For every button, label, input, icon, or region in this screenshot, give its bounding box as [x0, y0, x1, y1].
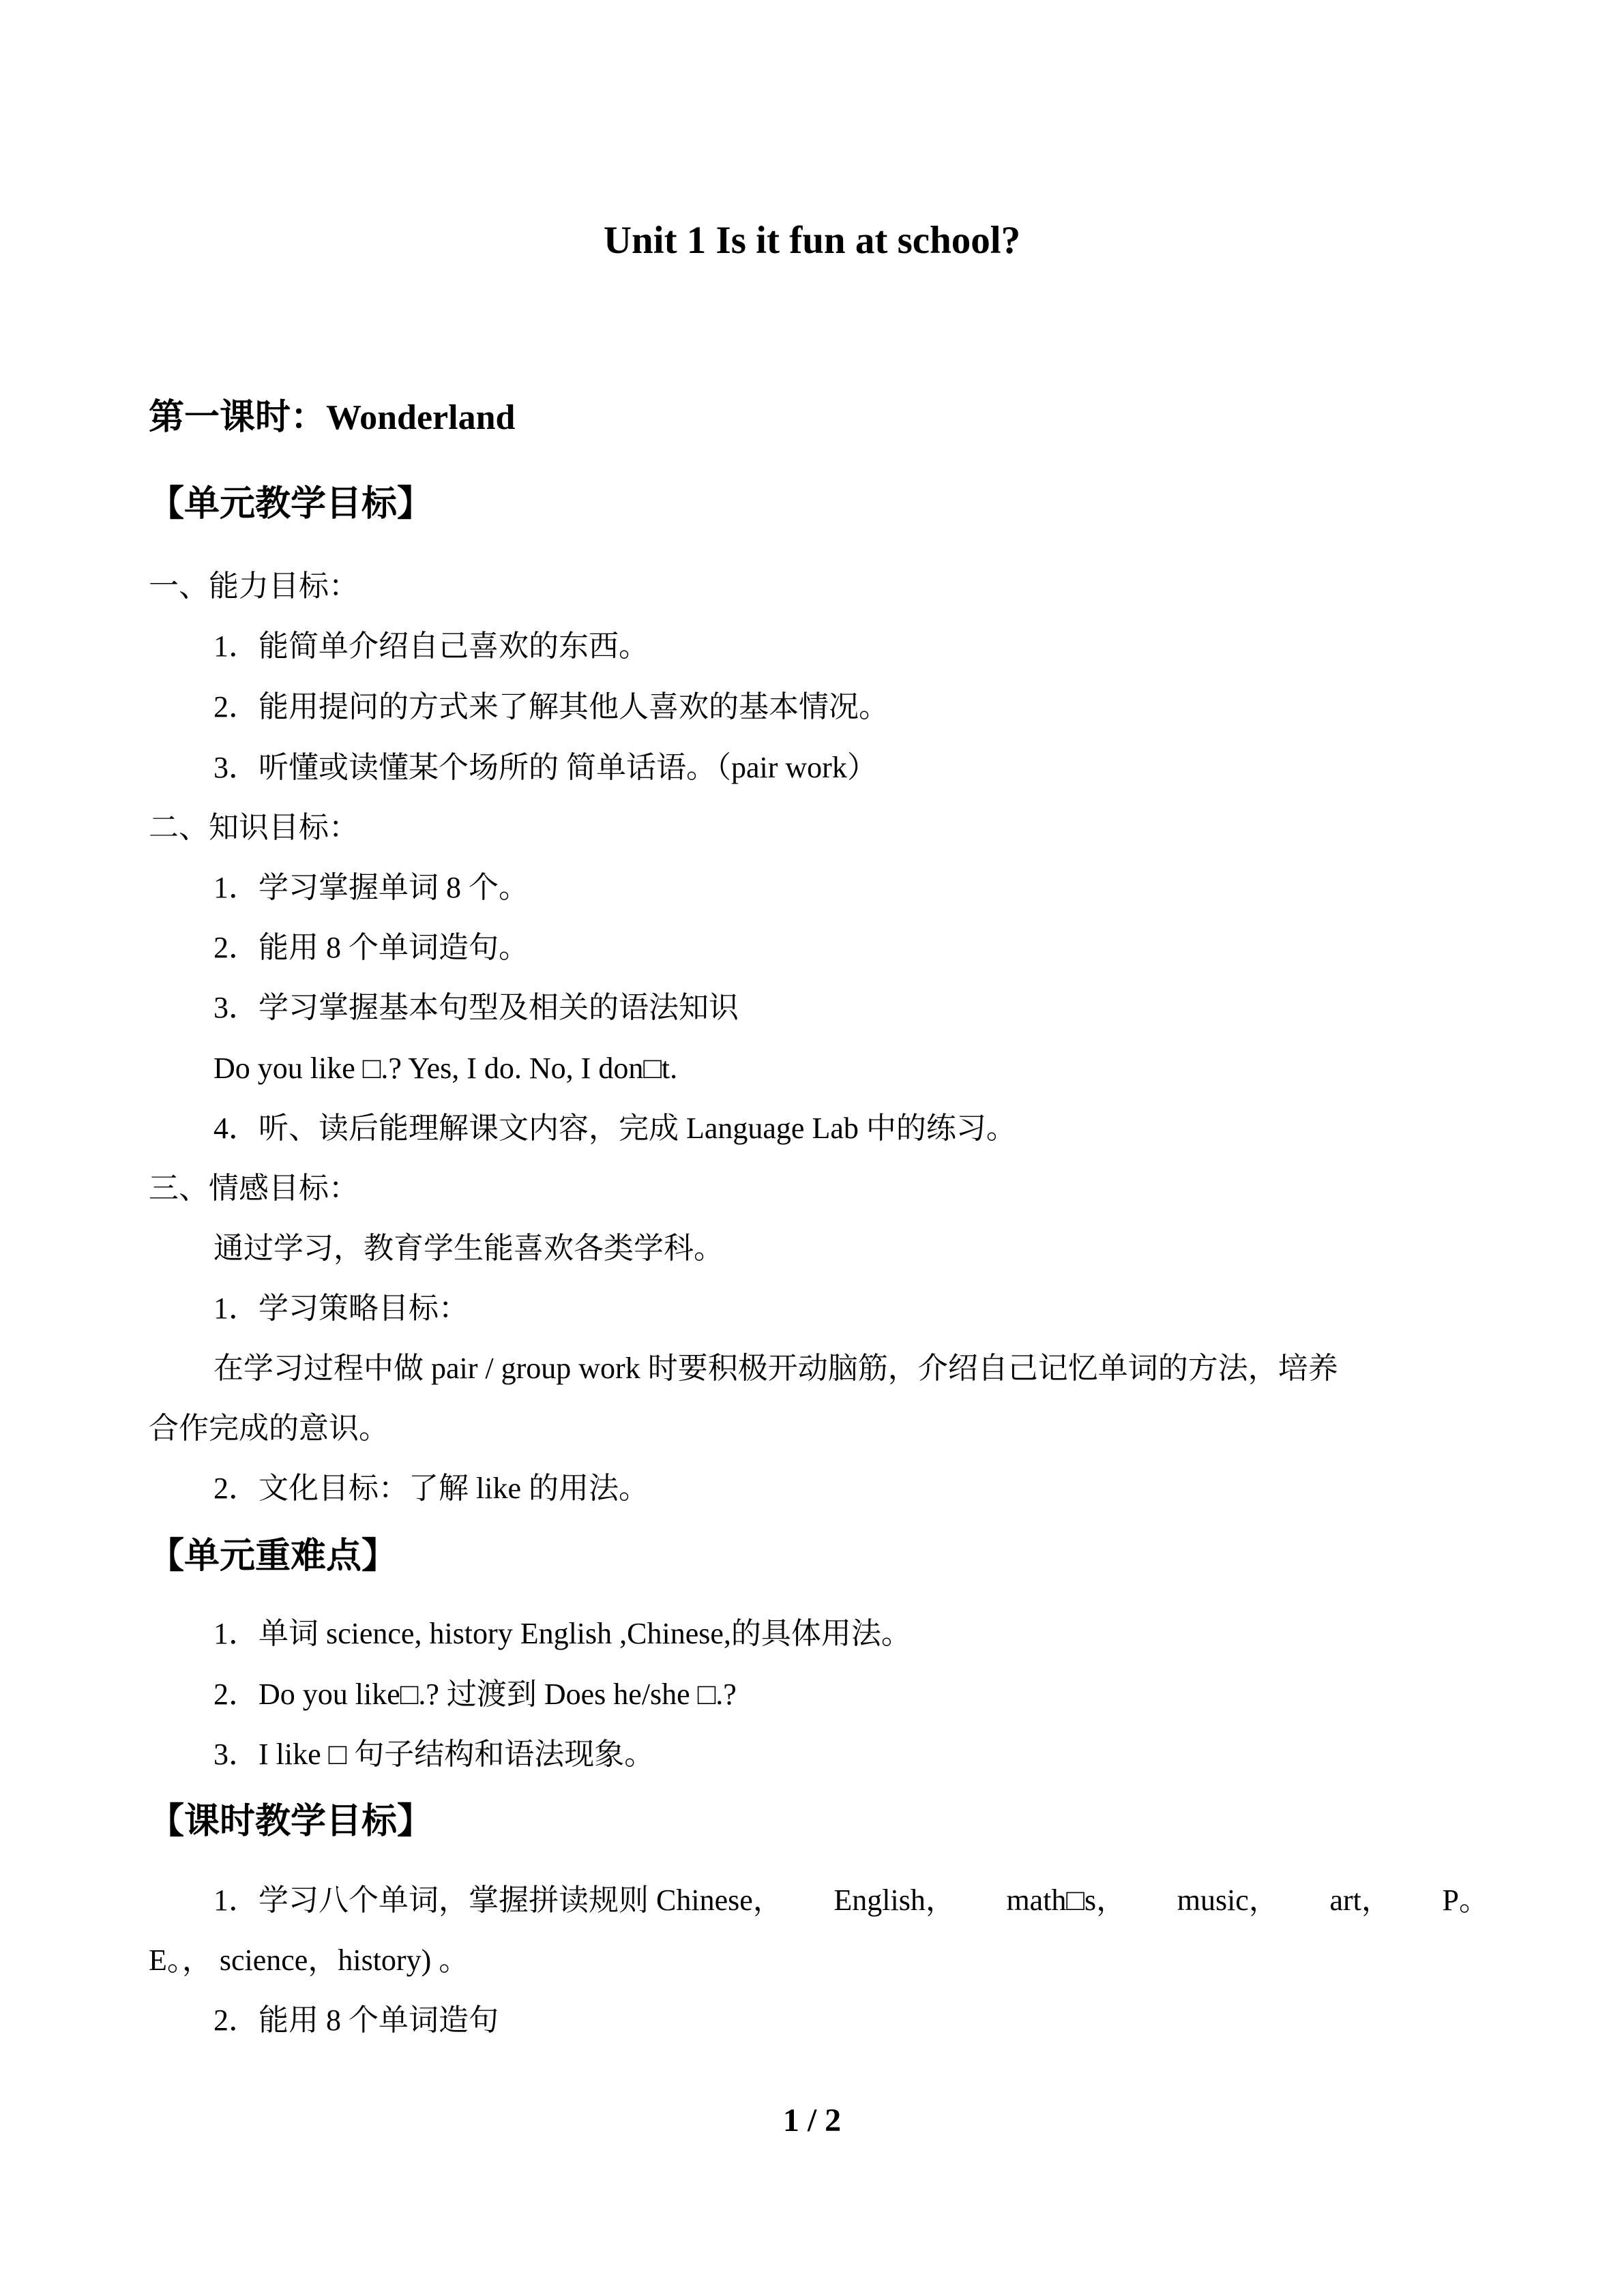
- strategy-goal-heading: 1．学习策略目标：: [213, 1292, 469, 1325]
- lesson-goal-word: 1．学习八个单词，掌握拼读规则 Chinese，: [213, 1883, 783, 1917]
- key-point-item: 2．Do you like□.? 过渡到 Does he/she □.?: [213, 1678, 737, 1711]
- emotion-goal-text: 通过学习，教育学生能喜欢各类学科。: [213, 1232, 724, 1265]
- lesson-goal-item-2: 2．能用 8 个单词造句: [213, 2003, 499, 2037]
- key-point-item: 3．I like □ 句子结构和语法现象。: [213, 1738, 655, 1771]
- strategy-goal-text: 在学习过程中做 pair / group work 时要积极开动脑筋，介绍自己记忆单词的方法，培养: [213, 1352, 1338, 1385]
- lesson-goals-heading: 【课时教学目标】: [149, 1802, 433, 1841]
- page-number: 1 / 2: [782, 2102, 842, 2138]
- lesson-goal-word: music，: [1177, 1883, 1279, 1917]
- ability-goal-item: 1．能简单介绍自己喜欢的东西。: [213, 629, 649, 663]
- lesson-goal-word: math□s，: [1006, 1883, 1127, 1917]
- knowledge-goal-sentence-pattern: Do you like □.? Yes, I do. No, I don□t.: [213, 1052, 678, 1085]
- document-title: Unit 1 Is it fun at school?: [603, 219, 1021, 262]
- culture-goal: 2．文化目标：了解 like 的用法。: [213, 1472, 649, 1505]
- lesson-goal-word: English，: [833, 1883, 956, 1917]
- ability-goal-item: 3．听懂或读懂某个场所的 简单话语。（pair work）: [213, 751, 877, 784]
- lesson-goal-word: P。: [1442, 1883, 1489, 1917]
- unit-goals-heading: 【单元教学目标】: [149, 485, 433, 524]
- key-points-heading: 【单元重难点】: [149, 1537, 398, 1576]
- knowledge-goal-item: 1．学习掌握单词 8 个。: [213, 871, 529, 904]
- emotion-goals-heading: 三、情感目标：: [149, 1172, 359, 1205]
- knowledge-goal-item: 2．能用 8 个单词造句。: [213, 931, 529, 964]
- knowledge-goal-item: 4．听、读后能理解课文内容，完成 Language Lab 中的练习。: [213, 1112, 1016, 1145]
- strategy-goal-text-cont: 合作完成的意识。: [149, 1412, 389, 1445]
- ability-goals-heading: 一、能力目标：: [149, 569, 359, 603]
- knowledge-goal-item: 3．学习掌握基本句型及相关的语法知识: [213, 991, 739, 1024]
- ability-goal-item: 2．能用提问的方式来了解其他人喜欢的基本情况。: [213, 690, 889, 724]
- knowledge-goals-heading: 二、知识目标：: [149, 811, 359, 844]
- lesson-goal-item-1-cont: E。， science，history) 。: [149, 1943, 469, 1977]
- lesson-goal-word: art，: [1329, 1883, 1391, 1917]
- lesson-heading: 第一课时：Wonderland: [149, 398, 516, 437]
- lesson-goal-item-1: [213, 1880, 1489, 1921]
- key-point-item: 1．单词 science, history English ,Chinese,的具体用法。: [213, 1617, 911, 1650]
